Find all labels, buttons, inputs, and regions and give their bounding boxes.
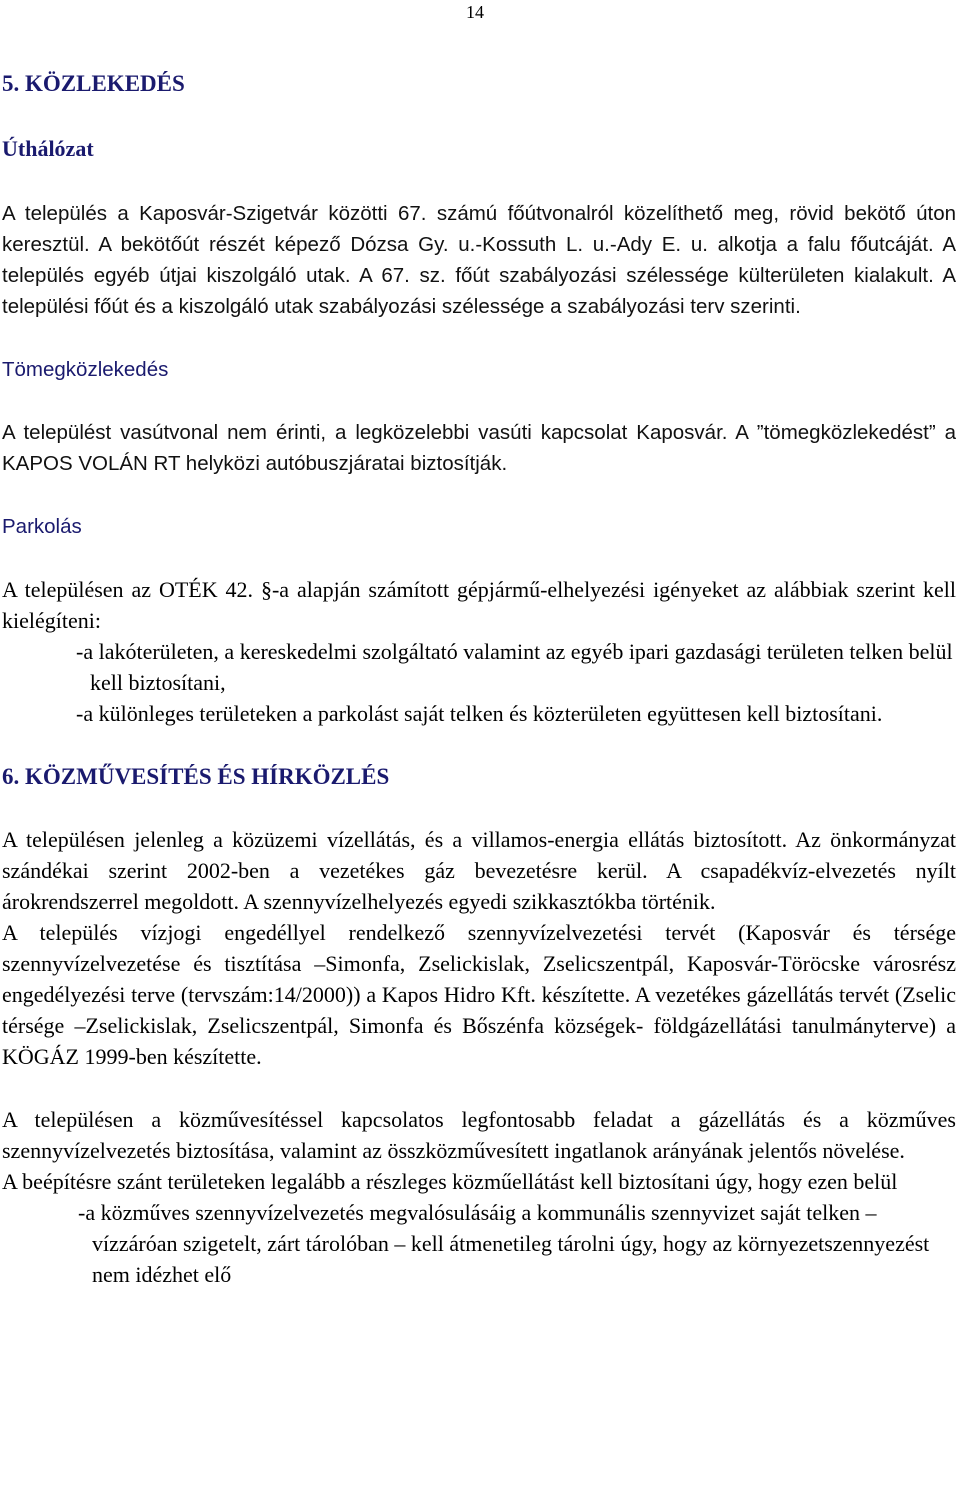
parking-list — [2, 636, 956, 729]
parking-text: A településen az OTÉK 42. §-a alapján számított gépjármű-elhelyezési igényeket az alábbiak szerint kell kielégíteni: — [2, 577, 956, 633]
section-6-title: 6. KÖZMŰVESÍTÉS ÉS HÍRKÖZLÉS — [2, 764, 390, 789]
list-item: -a különleges területeken a parkolást saját telken és közterületen együttesen kell biztosítani. — [76, 701, 883, 726]
list-item: -a lakóterületen, a kereskedelmi szolgáltató valamint az egyéb ipari gazdasági területen telken belül kell biztosítani, — [76, 639, 953, 695]
road-network-text: A település a Kaposvár-Szigetvár közötti 67. számú főútvonalról közelíthető meg, rövid bekötő úton keresztül. A bekötőút részét képező Dózsa Gy. u.-Kossuth L. u.-Ady E. u. alkotja a falu főutcáját. A település egyéb útjai kiszolgáló utak. A 67. sz. főút szabályozási szélessége külterületen kialakult. A települési főút és a kiszolgáló utak szabályozási szélessége a szabályozási terv szerinti. — [2, 202, 956, 318]
public-transport-heading: Tömegközlekedés — [2, 358, 169, 381]
utilities-paragraph-4: A beépítésre szánt területeken legalább a részleges közműellátást kell biztosítani úgy, hogy ezen belül — [2, 1169, 898, 1194]
list-item: -a közműves szennyvízelvezetés megvalósulásáig a kommunális szennyvizet saját telken – vízzáróan szigetelt, zárt tárolóban – kell átmenetileg tárolni úgy, hogy az környezetszennyezést nem idézhet elő — [78, 1200, 930, 1287]
document-body — [2, 68, 956, 1290]
utilities-paragraph-2: A település vízjogi engedéllyel rendelkező szennyvízelvezetési tervét (Kaposvár és térsége szennyvízelvezetése és tisztítása –Simonfa, Zselickislak, Zselicszentpál, Kaposvár-Töröcske városrész engedélyezési terve (tervszám:14/2000)) a Kapos Hidro Kft. készítette. A vezetékes gázellátás tervét (Zselic térsége –Zselickislak, Zselicszentpál, Simonfa és Bőszénfa községek- földgázellátási tanulmányterve) a KÖGÁZ 1999-ben készítette. — [2, 920, 956, 1069]
page-number: 14 — [466, 2, 484, 22]
section-5-title: 5. KÖZLEKEDÉS — [2, 71, 185, 96]
utilities-paragraph-1: A településen jelenleg a közüzemi vízellátás, és a villamos-energia ellátás biztosított. Az önkormányzat szándékai szerint 2002-ben a vezetékes gáz bevezetésre kerül. A csapadékvíz-elvezetés nyílt árokrendszerrel megoldott. A szennyvízelhelyezés egyedi szikkasztókba történik. — [2, 827, 956, 914]
utilities-paragraph-3: A településen a közművesítéssel kapcsolatos legfontosabb feladat a gázellátás és a közműves szennyvízelvezetés biztosítása, valamint az összközművesített ingatlanok arányának jelentős növelése. — [2, 1107, 956, 1163]
parking-heading: Parkolás — [2, 515, 82, 538]
public-transport-text: A települést vasútvonal nem érinti, a legközelebbi vasúti kapcsolat Kaposvár. A ”tömegközlekedést” a KAPOS VOLÁN RT helyközi autóbuszjáratai biztosítják. — [2, 421, 956, 475]
utilities-list — [2, 1197, 956, 1290]
road-network-heading: Úthálózat — [2, 136, 94, 161]
